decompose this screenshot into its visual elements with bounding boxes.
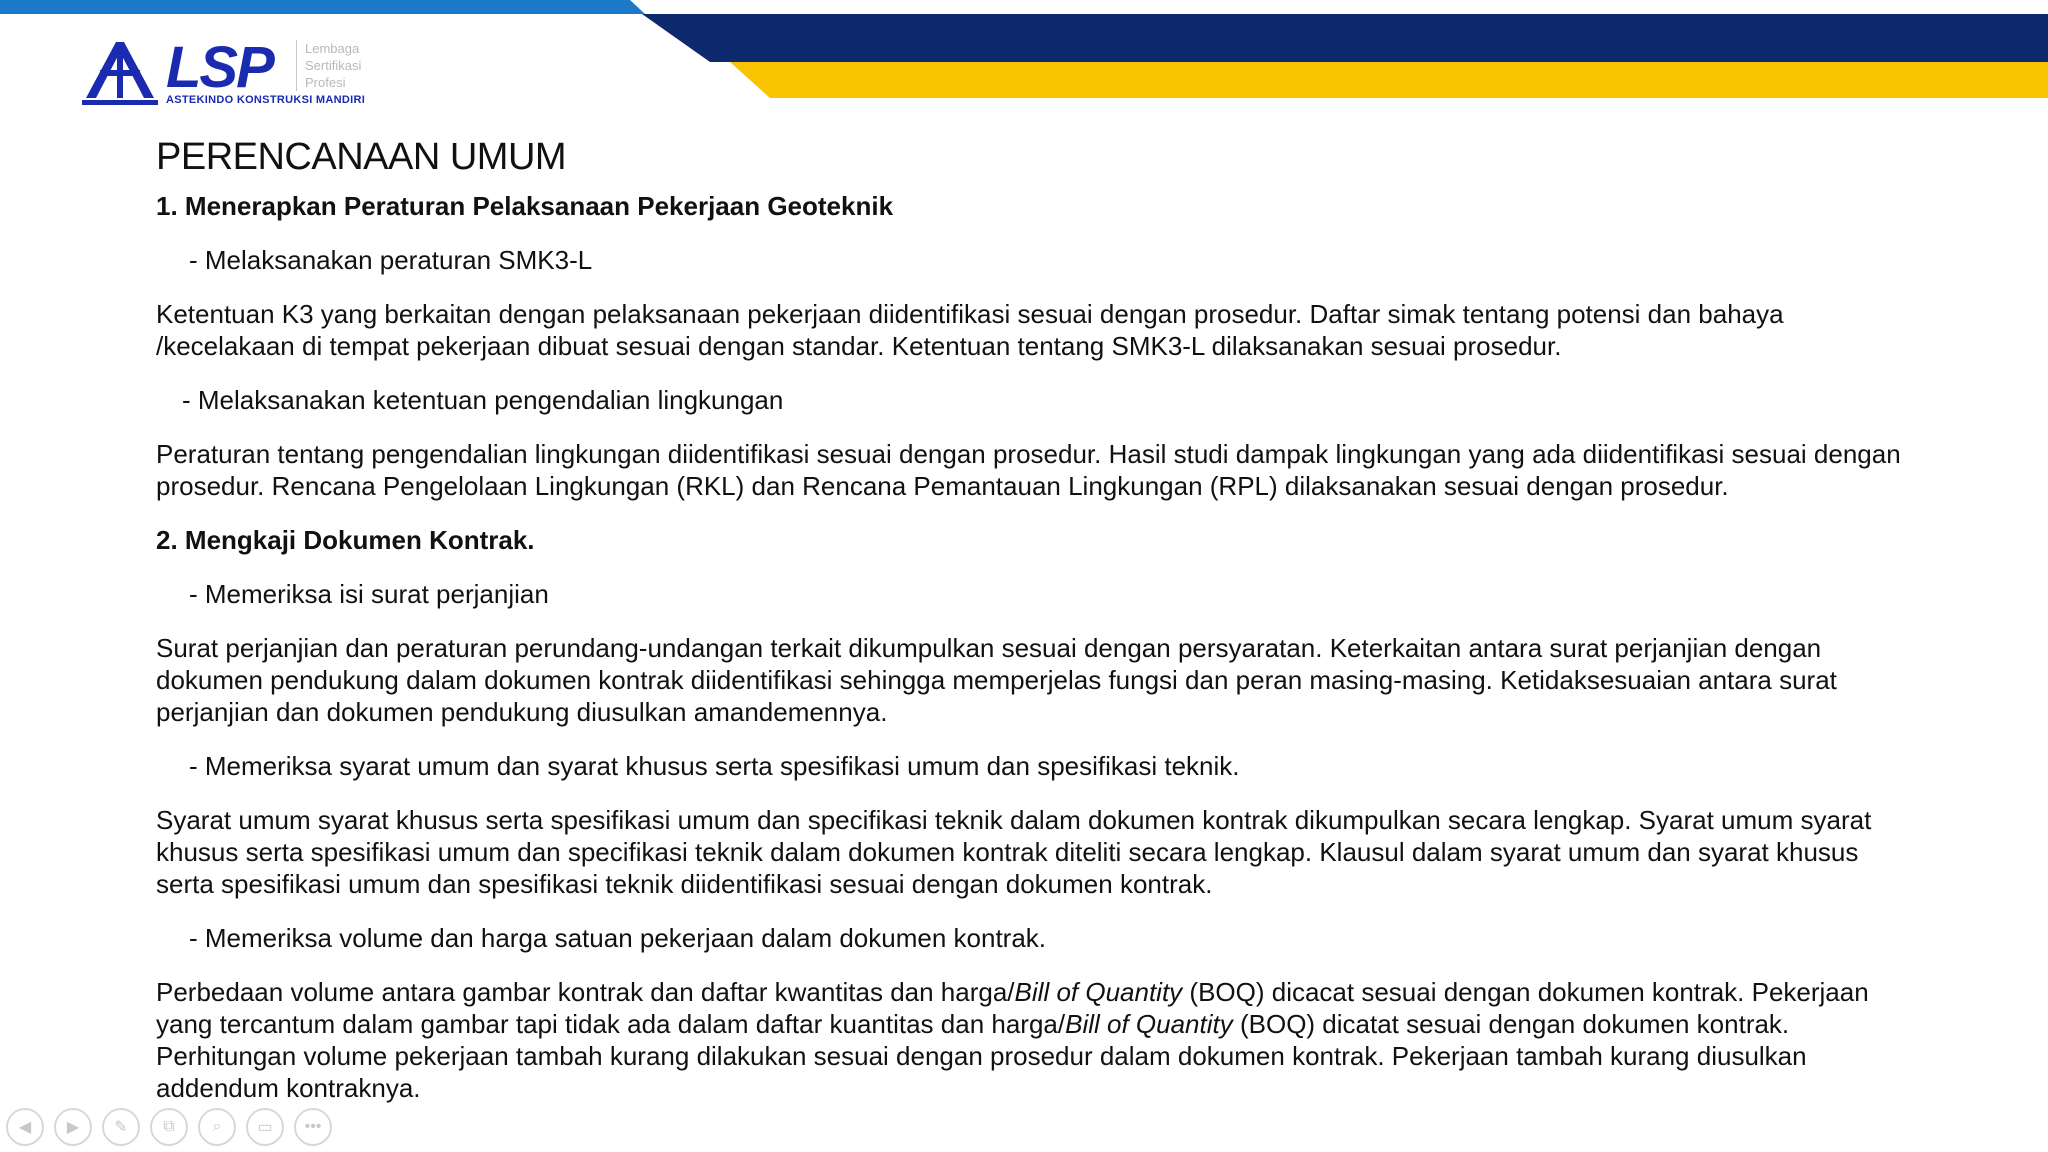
para3-text3: (BOQ) dicatat sesuai dengan dokumen kontrak. Perhitungan volume pekerjaan tambah kurang dilakukan sesuai dengan prosedur dalam dokumen kontrak. Pekerjaan tambah kurang diusulkan addendum kontraknya. <box>156 1009 1807 1103</box>
logo-wordmark: LSP <box>166 35 273 100</box>
logo-side-line: Lembaga <box>305 41 360 56</box>
section2-para2: Syarat umum syarat khusus serta spesifikasi umum dan specifikasi teknik dalam dokumen kontrak dikumpulkan secara lengkap. Syarat umum syarat khusus serta spesifikasi umum dan specifikasi teknik dalam dokumen kontrak diteliti secara lengkap. Klausul dalam syarat umum dan syarat khusus serta spesifikasi umum dan spesifikasi teknik diidentifikasi sesuai dengan dokumen kontrak. <box>156 805 1872 899</box>
blue-stripe <box>0 0 645 14</box>
slide-content <box>156 134 1916 1126</box>
section2-bullet1: - Memeriksa isi surat perjanjian <box>189 579 549 609</box>
section2-para1: Surat perjanjian dan peraturan perundang-undangan terkait dikumpulkan sesuai dengan persyaratan. Keterkaitan antara surat perjanjian dengan dokumen pendukung dalam dokumen kontrak diidentifikasi sehingga memperjelas fungsi dan peran masing-masing. Ketidaksesuaian antara surat perjanjian dan dokumen pendukung diusulkan amandemennya. <box>156 633 1837 727</box>
navy-stripe <box>642 14 2048 62</box>
para3-text1: Perbedaan volume antara gambar kontrak dan daftar kwantitas dan harga/ <box>156 977 1015 1007</box>
logo-side-text <box>296 40 361 91</box>
zoom-button[interactable]: ⌕ <box>198 1108 236 1146</box>
section2-bullet2: - Memeriksa syarat umum dan syarat khusus serta spesifikasi umum dan spesifikasi teknik. <box>189 751 1240 781</box>
section2-para3 <box>156 976 1916 1104</box>
more-options-button[interactable]: ••• <box>294 1108 332 1146</box>
section1-para2: Peraturan tentang pengendalian lingkungan diidentifikasi sesuai dengan prosedur. Hasil studi dampak lingkungan yang ada diidentifikasi sesuai dengan prosedur. Rencana Pengelolaan Lingkungan (RKL) dan Rencana Pemantauan Lingkungan (RPL) dilaksanakan sesuai dengan prosedur. <box>156 439 1901 501</box>
section2-heading: 2. Mengkaji Dokumen Kontrak. <box>156 525 535 555</box>
para3-italic2: Bill of Quantity <box>1065 1009 1233 1039</box>
para3-text2: (BOQ) dicacat sesuai dengan dokumen kontrak. Pekerjaan yang tercantum dalam gambar tapi tidak ada dalam daftar kuantitas dan harga/ <box>156 977 1869 1039</box>
section2-bullet3: - Memeriksa volume dan harga satuan pekerjaan dalam dokumen kontrak. <box>189 923 1047 953</box>
pen-tool-button[interactable]: ✎ <box>102 1108 140 1146</box>
next-slide-button[interactable]: ▶ <box>54 1108 92 1146</box>
prev-slide-button[interactable]: ◀ <box>6 1108 44 1146</box>
section1-heading: 1. Menerapkan Peraturan Pelaksanaan Pekerjaan Geoteknik <box>156 191 894 221</box>
section1-para1: Ketentuan K3 yang berkaitan dengan pelaksanaan pekerjaan diidentifikasi sesuai dengan prosedur. Daftar simak tentang potensi dan bahaya /kecelakaan di tempat pekerjaan dibuat sesuai dengan standar. Ketentuan tentang SMK3-L dilaksanakan sesuai prosedur. <box>156 299 1784 361</box>
slideshow-controls <box>6 1108 332 1146</box>
yellow-stripe <box>730 62 2048 98</box>
logo-side-line: Sertifikasi <box>305 58 362 73</box>
subtitles-button[interactable]: ▭ <box>246 1108 284 1146</box>
see-all-slides-button[interactable]: ⧉ <box>150 1108 188 1146</box>
section1-bullet1: - Melaksanakan peraturan SMK3-L <box>189 245 593 275</box>
logo-tower-icon <box>80 36 160 106</box>
lsp-logo <box>80 36 380 116</box>
para3-italic1: Bill of Quantity <box>1014 977 1183 1007</box>
logo-subtitle: ASTEKINDO KONSTRUKSI MANDIRI <box>166 94 366 106</box>
logo-side-line: Profesi <box>305 75 346 90</box>
section1-bullet2: - Melaksanakan ketentuan pengendalian lingkungan <box>182 385 784 415</box>
slide-title: PERENCANAAN UMUM <box>156 136 567 178</box>
